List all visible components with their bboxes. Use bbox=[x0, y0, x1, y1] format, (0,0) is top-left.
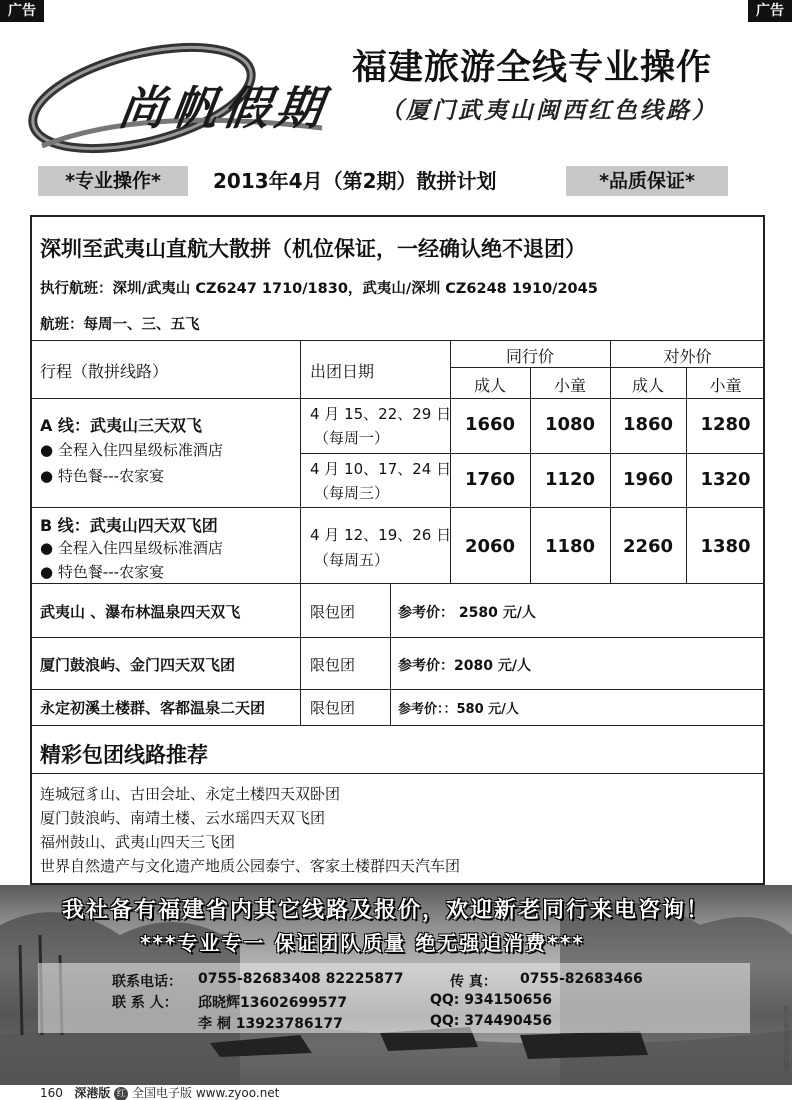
ad-label-right: 广告 bbox=[748, 0, 792, 22]
fax-label: 传 真： bbox=[450, 974, 497, 990]
section-title-direct-flight: 深圳至武夷山直航大散拼（机位保证，一经确认绝不退团） bbox=[40, 237, 586, 261]
price-public-child: 1380 bbox=[700, 536, 751, 557]
route-title: A 线：武夷山三天双飞 bbox=[40, 416, 202, 435]
list-item: ● 全程入住四星级标准酒店 bbox=[40, 539, 223, 557]
col-route-header: 行程（散拼线路） bbox=[40, 362, 169, 381]
tour-weekday: （每周一） bbox=[314, 429, 390, 447]
plan-title: 2013年4月（第2期）散拼计划 bbox=[213, 169, 497, 193]
phone-number: 0755-82683408 82225877 bbox=[198, 971, 404, 987]
tour-weekday: （每周五） bbox=[314, 551, 390, 569]
sub-adult-header: 成人 bbox=[631, 376, 664, 395]
edition-badge-icon: 红 bbox=[114, 1087, 128, 1100]
logo-text: 尚帆假期 bbox=[115, 81, 332, 135]
website-link[interactable]: 全国电子版 www.zyoo.net bbox=[132, 1086, 280, 1100]
page-footer bbox=[40, 1084, 279, 1100]
price-trade-child: 1080 bbox=[544, 414, 596, 435]
page-title: 福建旅游全线专业操作 bbox=[352, 48, 713, 88]
plan-row bbox=[38, 166, 728, 196]
price-trade-adult: 2060 bbox=[464, 536, 516, 557]
contact-person-1: 邱晓辉13602699577 bbox=[198, 995, 348, 1011]
private-tour-name: 厦门鼓浪屿、金门四天双飞团 bbox=[40, 656, 236, 674]
private-tour-name: 永定初溪土楼群、客都温泉二天团 bbox=[40, 699, 266, 717]
list-item: 世界自然遗产与文化遗产地质公园泰宁、客家土楼群四天汽车团 bbox=[40, 857, 461, 875]
private-tour-price: 参考价： 2580 元/人 bbox=[398, 605, 536, 621]
col-public-price-header: 对外价 bbox=[663, 347, 712, 366]
price-trade-child: 1180 bbox=[544, 536, 596, 557]
route-title: B 线：武夷山四天双飞团 bbox=[40, 516, 218, 535]
sub-child-header: 小童 bbox=[709, 376, 742, 395]
list-item: 厦门鼓浪屿、南靖土楼、云水瑶四天双飞团 bbox=[40, 809, 326, 827]
list-item: ● 特色餐---农家宴 bbox=[40, 467, 165, 485]
private-tour-type: 限包团 bbox=[310, 699, 356, 717]
company-logo bbox=[22, 36, 332, 158]
tour-date: 4 月 12、19、26 日 bbox=[310, 526, 452, 544]
price-trade-adult: 1760 bbox=[464, 469, 516, 490]
sub-child-header: 小童 bbox=[553, 376, 586, 395]
contact-banner bbox=[0, 885, 792, 1085]
price-public-adult: 1960 bbox=[622, 469, 674, 490]
list-item: 连城冠豸山、古田会址、永定土楼四天双卧团 bbox=[40, 785, 341, 803]
private-tour-type: 限包团 bbox=[310, 603, 356, 621]
tour-date: 4 月 15、22、29 日 bbox=[310, 405, 452, 423]
private-tour-name: 武夷山 、瀑布林温泉四天双飞 bbox=[40, 603, 241, 621]
ad-label-left: 广告 bbox=[0, 0, 44, 22]
flight-frequency: 航班：每周一、三、五飞 bbox=[40, 317, 200, 333]
list-item: ● 特色餐---农家宴 bbox=[40, 563, 165, 581]
tag-professional: *专业操作* bbox=[38, 166, 188, 196]
sub-adult-header: 成人 bbox=[473, 376, 506, 395]
qq-1: QQ: 934150656 bbox=[430, 992, 552, 1008]
banner-slogan: ***专业专一 保证团队质量 绝无强迫消费*** bbox=[140, 931, 585, 955]
flight-info: 执行航班：深圳/武夷山 CZ6247 1710/1830，武夷山/深圳 CZ6248 1910/2045 bbox=[40, 281, 598, 297]
private-tour-price: 参考价：2080 元/人 bbox=[398, 658, 531, 674]
section-title-recommend: 精彩包团线路推荐 bbox=[40, 743, 208, 767]
contact-box bbox=[38, 963, 750, 1033]
fax-number: 0755-82683466 bbox=[520, 971, 643, 987]
phone-label: 联系电话： bbox=[112, 974, 182, 990]
banner-headline: 我社备有福建省内其它线路及报价，欢迎新老同行来电咨询！ bbox=[62, 898, 711, 923]
price-trade-child: 1120 bbox=[544, 469, 596, 490]
qq-2: QQ: 374490456 bbox=[430, 1013, 552, 1029]
tour-table-frame bbox=[30, 215, 765, 885]
side-note: 此广告图文均由客户提供 bbox=[782, 1005, 789, 1071]
price-public-adult: 2260 bbox=[622, 536, 674, 557]
private-tour-price: 参考价：：580 元/人 bbox=[398, 702, 519, 717]
tour-date: 4 月 10、17、24 日 bbox=[310, 460, 452, 478]
contact-label: 联 系 人： bbox=[112, 995, 178, 1011]
tour-weekday: （每周三） bbox=[314, 484, 390, 502]
col-trade-price-header: 同行价 bbox=[505, 347, 554, 366]
edition-label: 深港版 bbox=[74, 1086, 111, 1100]
col-date-header: 出团日期 bbox=[310, 362, 375, 381]
price-trade-adult: 1660 bbox=[464, 414, 516, 435]
list-item: 福州鼓山、武夷山四天三飞团 bbox=[40, 833, 236, 851]
page-subtitle: （厦门武夷山闽西红色线路） bbox=[380, 97, 718, 124]
list-item: ● 全程入住四星级标准酒店 bbox=[40, 441, 223, 459]
contact-person-2: 李 桐 13923786177 bbox=[198, 1016, 343, 1032]
price-public-child: 1280 bbox=[700, 414, 751, 435]
page-number: 160 bbox=[40, 1086, 63, 1100]
price-public-adult: 1860 bbox=[622, 414, 674, 435]
price-public-child: 1320 bbox=[700, 469, 751, 490]
tag-quality: *品质保证* bbox=[566, 166, 728, 196]
private-tour-type: 限包团 bbox=[310, 656, 356, 674]
